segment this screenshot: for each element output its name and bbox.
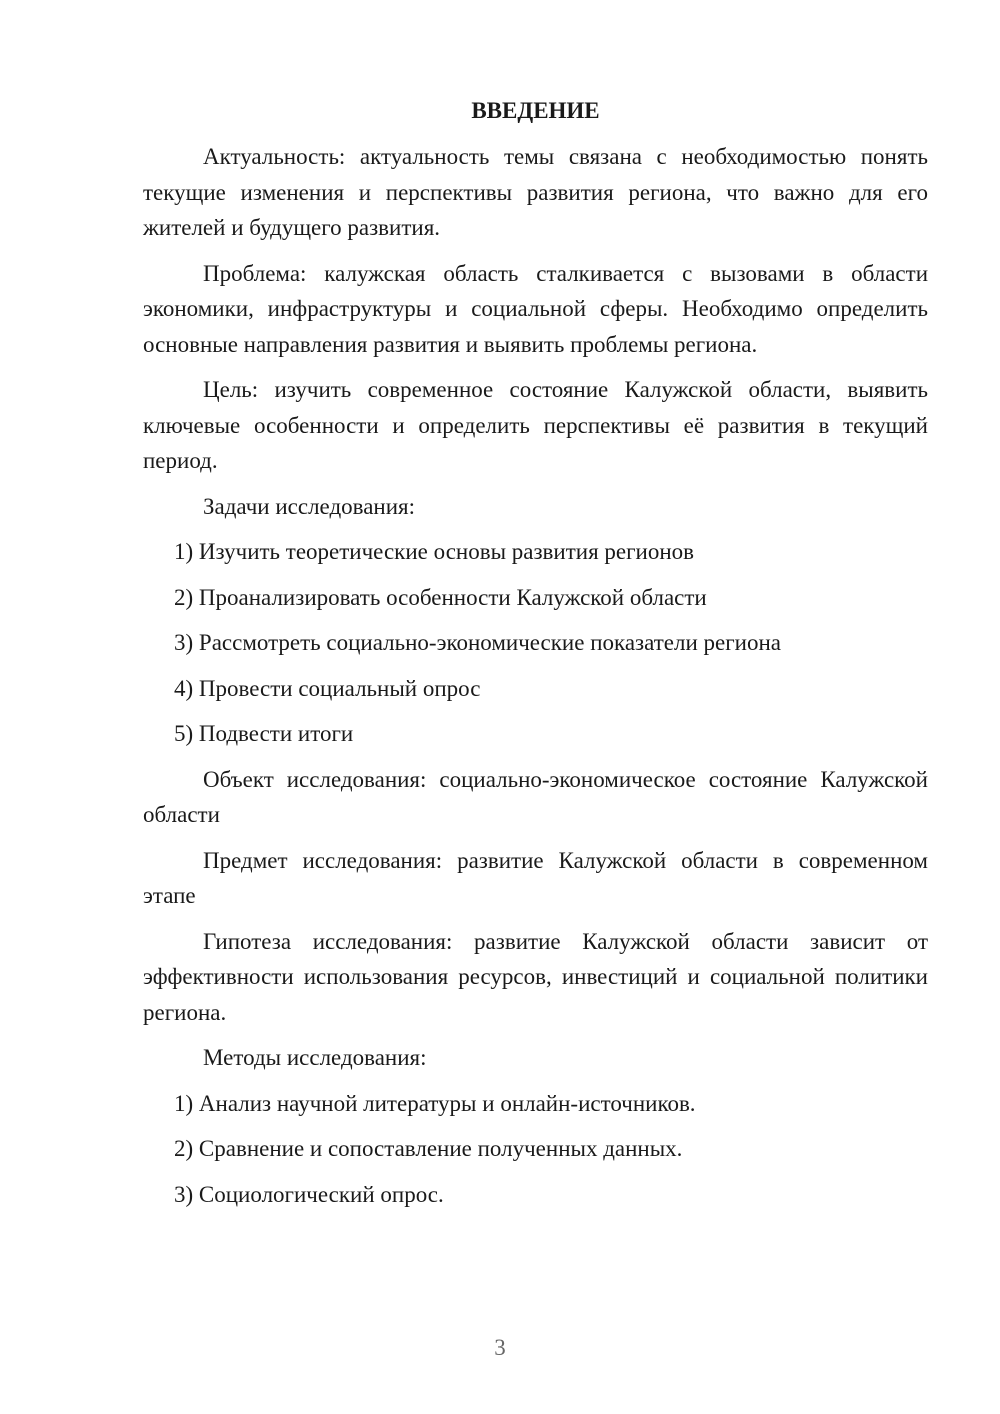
task-item: 4) Провести социальный опрос xyxy=(174,675,481,701)
task-item: 1) Изучить теоретические основы развития регионов xyxy=(174,539,695,564)
task-item: 3) Рассмотреть социально-экономические показатели региона xyxy=(174,630,781,655)
tasks-list xyxy=(143,534,928,752)
goal-paragraph: Цель: изучить современное состояние Калужской области, выявить ключевые особенности и определить перспективы её развития в текущий период. xyxy=(143,377,928,473)
method-item: 3) Социологический опрос. xyxy=(174,1181,444,1207)
problem-paragraph: Проблема: калужская область сталкивается с вызовами в области экономики, инфраструктуры и социальной сферы. Необходимо определить основные направления развития и выявить проблемы региона. xyxy=(143,260,928,357)
task-item: 5) Подвести итоги xyxy=(174,721,354,746)
page-number: 3 xyxy=(494,1335,506,1360)
methods-heading: Методы исследования: xyxy=(203,1045,427,1070)
relevance-paragraph: Актуальность: актуальность темы связана с необходимостью понять текущие изменения и перспективы развития региона, что важно для его жителей и будущего развития. xyxy=(143,144,928,240)
hypothesis-paragraph: Гипотеза исследования: развитие Калужской области зависит от эффективности использования ресурсов, инвестиций и социальной политики региона. xyxy=(143,928,928,1025)
tasks-heading: Задачи исследования: xyxy=(203,493,416,519)
subject-paragraph: Предмет исследования: развитие Калужской области в современном этапе xyxy=(143,847,928,908)
methods-list xyxy=(143,1086,928,1213)
method-item: 2) Сравнение и сопоставление полученных данных. xyxy=(174,1136,683,1161)
document-page xyxy=(143,96,928,1222)
page-title: ВВЕДЕНИЕ xyxy=(471,98,600,123)
method-item: 1) Анализ научной литературы и онлайн-источников. xyxy=(174,1090,696,1116)
object-paragraph: Объект исследования: социально-экономическое состояние Калужской области xyxy=(143,766,928,827)
task-item: 2) Проанализировать особенности Калужской области xyxy=(174,584,707,610)
